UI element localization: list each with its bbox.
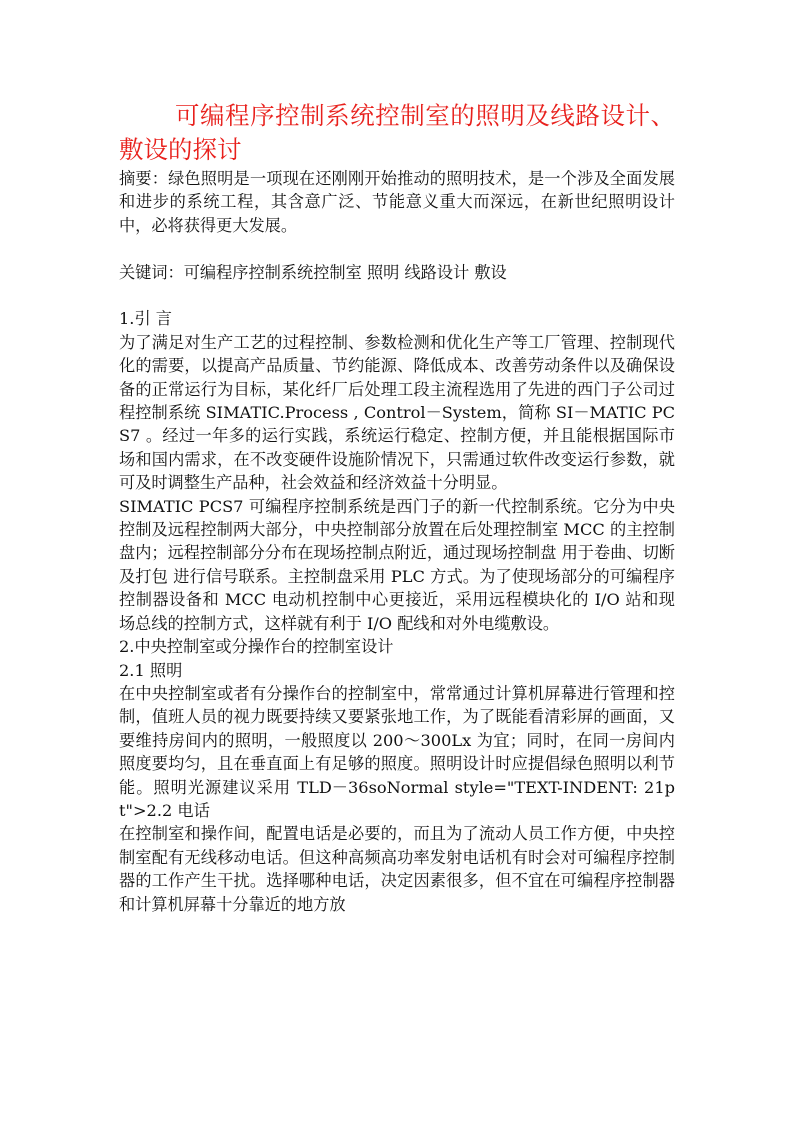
keywords-line: 关键词：可编程序控制系统控制室 照明 线路设计 敷设: [119, 262, 507, 282]
subsection-heading-lighting: 2.1 照明: [119, 660, 183, 680]
blank-line: [119, 237, 675, 260]
telephone-paragraph: 在控制室和操作间，配置电话是必要的，而且为了流动人员工作方便，中央控制室配有无线移动电话。但这种高频高功率发射电话机有时会对可编程序控制器的工作产生干扰。选择哪种电话，决定因素很多，但不宜在可编程序控制器和计算机屏幕十分靠近的地方放: [119, 824, 675, 914]
section-heading-control-room: 2.中央控制室或分操作台的控制室设计: [119, 637, 394, 657]
lighting-paragraph: 在中央控制室或者有分操作台的控制室中，常常通过计算机屏幕进行管理和控制，值班人员的视力既要持续又要紧张地工作，为了既能看清彩屏的画面，又要维持房间内的照明，一般照度以 200～300Lx 为宜；同时，在同一房间内照度要均匀，且在垂直面上有足够的照度。照明设计时应提倡绿色照明以利节能。照明光源建议采用 TLD－36soNormal style="TEXT-INDENT: 21pt">2.2 电话: [119, 683, 675, 820]
document-body: [119, 97, 675, 916]
intro-paragraph-1: 为了满足对生产工艺的过程控制、参数检测和优化生产等工厂管理、控制现代化的需要，以提高产品质量、节约能源、降低成本、改善劳动条件以及确保设备的正常运行为目标，某化纤厂后处理工段主流程选用了先进的西门子公司过程控制系统 SIMATIC.Process , Control－System，简称 SI－MATIC PCS7 。经过一年多的运行实践，系统运行稳定、控制方便，并且能根据国际市场和国内需求，在不改变硬件设施阶情况下，只需通过软件改变运行参数，就可及时调整生产品种，社会效益和经济效益十分明显。: [119, 332, 675, 493]
abstract-paragraph: 摘要：绿色照明是一项现在还刚刚开始推动的照明技术，是一个涉及全面发展和进步的系统工程，其含意广泛、节能意义重大而深远，在新世纪照明设计中，必将获得更大发展。: [119, 169, 675, 235]
document-title: 可编程序控制系统控制室的照明及线路设计、敷设的探讨: [119, 101, 675, 164]
blank-line: [119, 284, 675, 307]
intro-paragraph-2: SIMATIC PCS7 可编程序控制系统是西门子的新一代控制系统。它分为中央控制及远程控制两大部分，中央控制部分放置在后处理控制室 MCC 的主控制盘内；远程控制部分分布在现场控制点附近，通过现场控制盘 用于卷曲、切断及打包 进行信号联系。主控制盘采用 PLC 方式。为了使现场部分的可编程序控制器设备和 MCC 电动机控制中心更接近，采用远程模块化的 I/O 站和现场总线的控制方式，这样就有利于 I/O 配线和对外电缆敷设。: [119, 496, 675, 633]
section-heading-introduction: 1.引 言: [119, 309, 172, 329]
